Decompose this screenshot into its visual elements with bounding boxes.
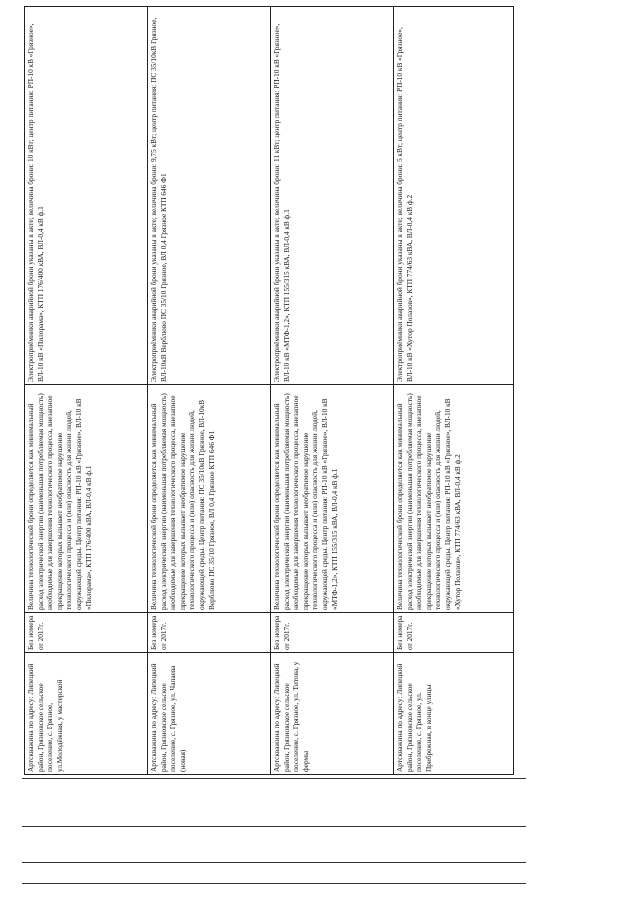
number-cell: Без номера от 2017г. xyxy=(25,613,148,653)
address-cell: Артскважина по адресу: Липецкий район, Грязновское сельское поселение, с. Грязное, ул. Титова, у фермы xyxy=(271,653,394,775)
note-cell: Электроприёмники аварийной брони указаны в акте; величина брони: 5 кВт; центр питания: РП-10 кВ «Грязное», ВЛ-10 кВ «Хутор Полазов», КТП 774/63 кВА, ВЛ-0,4 кВ ф.2 xyxy=(394,7,514,385)
table-row xyxy=(148,7,271,775)
horizontal-rule xyxy=(22,862,526,863)
number-cell: Без номера от 2017г. xyxy=(148,613,271,653)
horizontal-rule xyxy=(22,778,526,779)
description-cell: Величина технологической брони определяется как минимальный расход электрической энергии (наименьшая потребляемая мощность) необходимые для завершения технологического процесса, внезапное прекращение которых вызывает необратимое нарушение технологического процесса и (или) опасность для жизни людей, окружающей среды. Центр питания: ПС 35/10кВ Грязное, ВЛ-10кВ Верблюво ПС 35/10 Грязное, ВЛ 0,4 Грязное КТП 646 Ф1 xyxy=(148,385,271,613)
description-cell: Величина технологической брони определяется как минимальный расход электрической энергии (наименьшая потребляемая мощность) необходимые для завершения технологического процесса, внезапное прекращение которых вызывает необратимое нарушение технологического процесса и (или) опасность для жизни людей, окружающей среды. Центр питания: РП-10 кВ «Грязное», ВЛ-10 кВ «МТФ-1,2», КТП 155/315 кВА, ВЛ-0,4 кВ ф.1 xyxy=(271,385,394,613)
number-cell: Без номера от 2017г. xyxy=(394,613,514,653)
address-cell: Артскважина по адресу: Липецкий район, Грязновское сельское поселение, с. Грязное, ул.Молодёжная, у мастерской xyxy=(25,653,148,775)
note-cell: Электроприёмники аварийной брони указаны в акте; величина брони: 9,75 кВт; центр питания: ПС 35/10кВ Грязное, ВЛ-10кВ Верблюво ПС 35/10 Грязное, ВЛ 0,4 Грязное КТП 646 Ф1 xyxy=(148,7,271,385)
horizontal-rule xyxy=(22,826,526,827)
reserve-table xyxy=(24,6,514,775)
note-cell: Электроприёмники аварийной брони указаны в акте; величина брони: 11 кВт; центр питания: РП-10 кВ «Грязное», ВЛ-10 кВ «МТФ-1,2», КТП 155/315 кВА, ВЛ-0,4 кВ ф.1 xyxy=(271,7,394,385)
address-cell: Артскважина по адресу: Липецкий район, Грязновское сельское поселение, с. Грязное, ул. Чапаева (новая) xyxy=(148,653,271,775)
horizontal-rule xyxy=(22,883,526,884)
number-cell: Без номера от 2017г. xyxy=(271,613,394,653)
table-row xyxy=(25,7,148,775)
address-cell: Артскважина по адресу: Липецкий район, Грязновское сельское поселение, с. Грязное, ул. Прибрежная, в конце улицы xyxy=(394,653,514,775)
table-row xyxy=(394,7,514,775)
table-row xyxy=(271,7,394,775)
description-cell: Величина технологической брони определяется как минимальный расход электрической энергии (наименьшая потребляемая мощность) необходимые для завершения технологического процесса, внезапное прекращение которых вызывает необратимое нарушение технологического процесса и (или) опасность для жизни людей, окружающей среды. Центр питания: РП-10 кВ «Грязное», ВЛ-10 кВ «Хутор Полазов», КТП 774/63 кВА, ВЛ-0,4 кВ ф.2 xyxy=(394,385,514,613)
description-cell: Величина технологической брони определяется как минимальный расход электрической энергии (наименьшая потребляемая мощность) необходимые для завершения технологического процесса, внезапное прекращение которых вызывает необратимое нарушение технологического процесса и (или) опасность для жизни людей, окружающей среды. Центр питания: РП-10 кВ «Грязное», ВЛ-10 кВ «Пилорама», КТП 176/400 кВА, ВЛ-0,4 кВ ф.1 xyxy=(25,385,148,613)
note-cell: Электроприёмники аварийной брони указаны в акте; величина брони: 10 кВт; центр питания: РП-10 кВ «Грязное», ВЛ-10 кВ «Пилорама», КТП 176/400 кВА, ВЛ-0,4 кВ ф.1 xyxy=(25,7,148,385)
